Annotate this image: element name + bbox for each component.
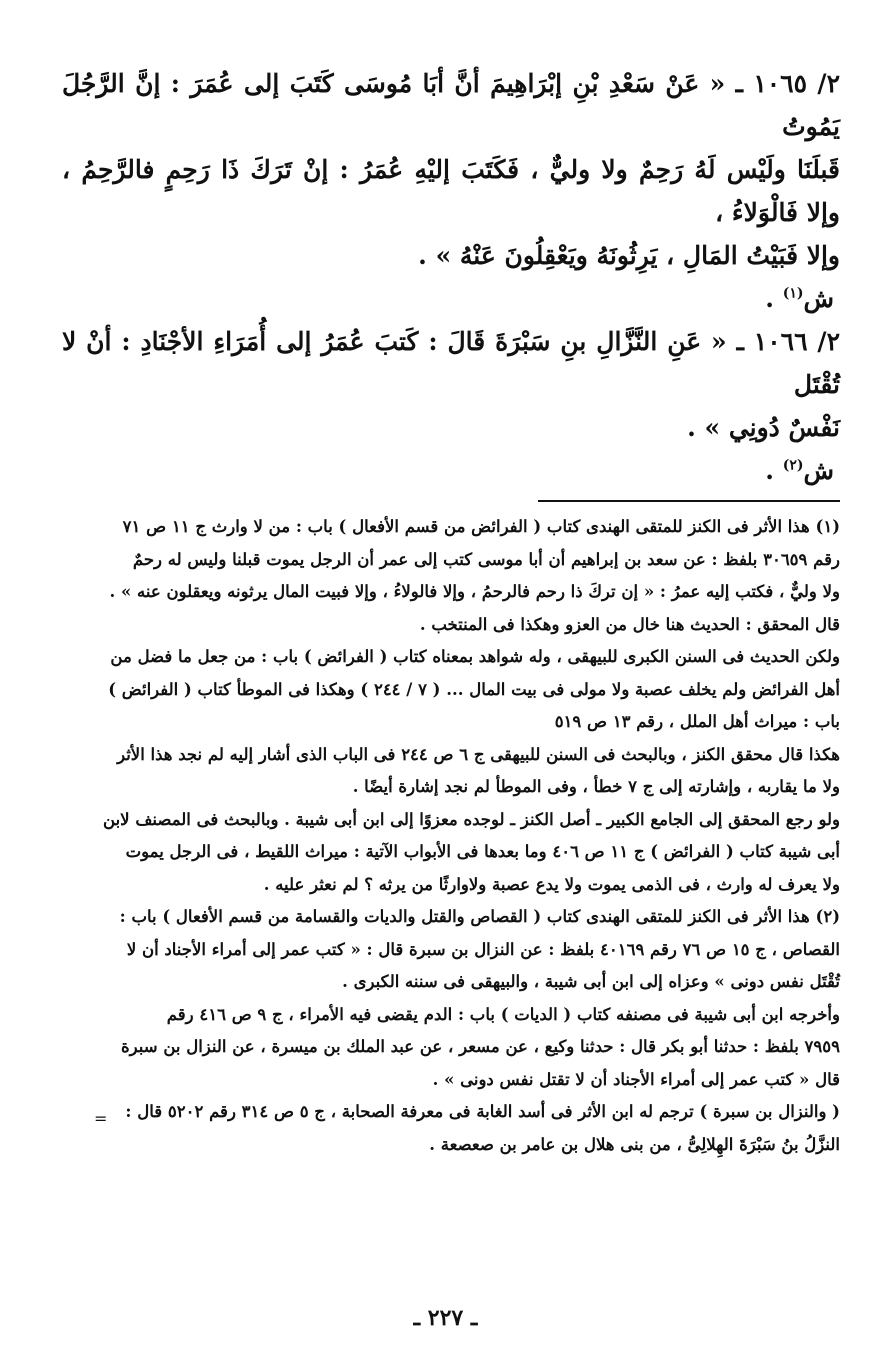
footnote-line: النزَّلُ بنُ سَبْرَةَ الهِلالِىُّ ، من بنى هلال بن عامر بن صعصعة . <box>429 1134 840 1154</box>
footnote-separator <box>538 500 840 502</box>
footnote-line: قال المحقق : الحديث هنا خال من العزو وهكذا فى المنتخب . <box>419 614 840 634</box>
footnote-line: باب : ميراث أهل الملل ، رقم ١٣ ص ٥١٩ <box>554 712 840 731</box>
footnote-line: ولا وليٌّ ، فكتب إليه عمرُ : « إن تركَ ذا رحم فالرحمُ ، وإلا فالولاءُ ، وإلا فبيت المال يرثونه ويعقلون عنه » . <box>109 582 840 601</box>
footnote-line: هكذا قال محقق الكنز ، وبالبحث فى السنن للبيهقى ج ٦ ص ٢٤٤ فى الباب الذى أشار إليه لم نجد هذا الأثر <box>117 744 840 764</box>
source-letter: ش <box>803 456 834 485</box>
footnote-line: وأخرجه ابن أبى شيبة فى مصنفه كتاب ( الديات ) باب : الدم يقضى فيه الأمراء ، ج ٩ ص ٤١٦ رقم <box>166 1004 840 1024</box>
footnote-line: ( والنزال بن سبرة ) ترجم له ابن الأثر فى أسد الغابة فى معرفة الصحابة ، ج ٥ ص ٣١٤ رقم ٥٢٠٢ قال : <box>125 1102 840 1121</box>
footnote-line: أبى شيبة كتاب ( الفرائض ) ج ١١ ص ٤٠٦ وما بعدها فى الأبواب الآتية : ميراث اللقيط ، فى الرجل يموت <box>125 842 840 861</box>
footnote-line: ولا ما يقاربه ، وإشارته إلى ج ٧ خطأ ، وفى الموطأ لم نجد إشارة أيضًا . <box>352 777 840 796</box>
footnote-line: (١) هذا الأثر فى الكنز للمتقى الهندى كتاب ( الفرائض من قسم الأفعال ) باب : من لا وارث ج ١١ ص ٧١ <box>122 517 840 536</box>
hadith-1065-line-2: قَبلَنَا ولَيْس لَهُ رَحِمٌ ولا وليٌّ ، فَكَتَبَ إليْهِ عُمَرُ : إنْ تَرَكَ ذَا رَحِمٍ فالرَّحِمُ ، وإلا فَالْوَلاءُ ، <box>62 155 840 227</box>
footnote-line: أهل الفرائض ولم يخلف عصبة ولا مولى فى بيت المال ... ( ٧ / ٢٤٤ ) وهكذا فى الموطأ كتاب ( الفرائض ) <box>108 679 840 699</box>
footnote-ref-1: (١) <box>782 285 804 302</box>
footnote-line: (٢) هذا الأثر فى الكنز للمتقى الهندى كتاب ( القصاص والقتل والديات والقسامة من قسم الأفعال ) باب : <box>119 907 840 926</box>
source-end: . <box>765 456 783 485</box>
main-text <box>62 62 840 492</box>
footnote-line: ولو رجع المحقق إلى الجامع الكبير ـ أصل الكنز ـ لوجده معزوًا إلى ابن أبى شيبة . وبالبحث فى المصنف لابن <box>103 809 840 829</box>
continuation-mark: = <box>94 1109 108 1128</box>
hadith-1065-line-3: وإلا فَبَيْتُ المَالِ ، يَرِثُونَهُ ويَعْقِلُونَ عَنْهُ » . <box>418 241 840 270</box>
hadith-1066-line-2: نَفْسٌ دُونِي » . <box>687 413 840 442</box>
hadith-1065-line-1: ٢/ ١٠٦٥ ـ « عَنْ سَعْدِ بْنِ إبْرَاهِيمَ أنَّ أبَا مُوسَى كَتَبَ إلى عُمَرَ : إنَّ الرَّجُلَ يَمُوتُ <box>62 69 840 141</box>
footnote-line: رقم ٣٠٦٥٩ بلفظ : عن سعد بن إبراهيم أن أبا موسى كتب إلى عمر أن الرجل يموت قبلنا وليس له رحمٌ <box>132 549 840 569</box>
page-body <box>62 62 840 1162</box>
footnote-ref-2: (٢) <box>782 457 804 474</box>
footnote-line: ولا يعرف له وارث ، فى الذمى يموت ولا يدع عصبة ولاوارثًا من يرثه ؟ لم نعثر عليه . <box>263 874 840 894</box>
footnotes <box>62 512 840 1160</box>
footnote-line: قال « كتب عمر إلى أمراء الأجناد أن لا تقتل نفس دونى » . <box>432 1069 840 1089</box>
source-letter: ش <box>803 284 834 313</box>
source-line-1 <box>62 277 834 320</box>
source-end: . <box>765 284 783 313</box>
footnote-line: القصاص ، ج ١٥ ص ٧٦ رقم ٤٠١٦٩ بلفظ : عن النزال بن سبرة قال : « كتب عمر إلى أمراء الأجناد أن لا <box>126 939 840 959</box>
hadith-1066-line-1: ٢/ ١٠٦٦ ـ « عَنِ النَّزَّالِ بنِ سَبْرَةَ قَالَ : كَتبَ عُمَرُ إلى أُمَرَاءِ الأجْنَادِ : أنْ لا تُقْتَل <box>62 327 840 399</box>
footnote-line: ولكن الحديث فى السنن الكبرى للبيهقى ، وله شواهد بمعناه كتاب ( الفرائض ) باب : من جعل ما فضل من <box>110 647 840 666</box>
footnote-line: ٧٩٥٩ بلفظ : حدثنا أبو بكر قال : حدثنا وكيع ، عن مسعر ، عن عبد الملك بن ميسرة ، عن النزال بن سبرة <box>121 1037 840 1056</box>
page-number: ـ ٢٢٧ ـ <box>413 1305 478 1331</box>
source-line-2 <box>62 449 834 492</box>
footnote-line: تُقْتَل نفس دونى » وعزاه إلى ابن أبى شيبة ، والبيهقى فى سننه الكبرى . <box>342 972 840 991</box>
